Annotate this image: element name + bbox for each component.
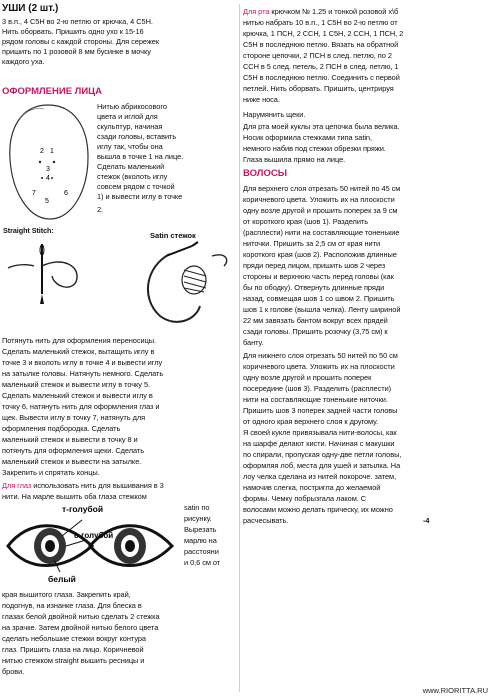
satin-stitch-label: Satin стежок [150, 231, 196, 240]
mouth-3: С5Н в последнюю петлю. Вязать на обратной [243, 40, 399, 49]
column-divider [239, 4, 240, 692]
instr-5: маленький стежок и вывести иглу в точку 5. [2, 380, 151, 389]
eyes-side-4: марлю на [184, 536, 217, 545]
face-point-4: 4 [46, 175, 50, 182]
hair-3: одну возле другой и прошить поперек за 9 см [243, 206, 398, 215]
satin-stitch-illustration [126, 236, 238, 332]
instr-7: точку 6, натянуть нить для оформления глаз и [2, 402, 160, 411]
mouth-5: ССН в 5 след. петель, 2 ПСН в след. петлю, 1 [243, 62, 399, 71]
mouth-1: нитью набрать 10 в.п., 1 С5Н во 2-ю петлю от [243, 18, 398, 27]
mouth-6: С5Н в последнюю петлю. Соединить с первой [243, 73, 400, 82]
hair-22: от одного края верхнего слоя к другому. [243, 417, 379, 426]
hair-9: стороны и верхнюю часть перед головы (как [243, 272, 394, 281]
ears-line-5: каждого уха. [2, 57, 45, 66]
instr-9: оформления подбородка. Сделать [2, 424, 121, 433]
eyes-side-5: расстояни [184, 547, 219, 556]
eyes-cont-5: сделать небольшие стежки вокруг контура [2, 634, 146, 643]
ears-line-3: рядом головы с каждой стороны. Для сережек [2, 37, 160, 46]
hair-13: 22 мм завязать бантом вокруг всех прядей [243, 316, 388, 325]
instr-1: Потянуть нить для оформления переносицы. [2, 336, 157, 345]
face-point-7: 7 [32, 190, 36, 197]
eye-label-mid: с-голубой [74, 531, 114, 540]
eyes-intro-1: нити. На марле вышить оба глаза стежком [2, 492, 147, 501]
instr-13: Закрепить и спрятать концы. [2, 468, 100, 477]
instr-2: Сделать маленький стежок, вытащить иглу в [2, 347, 155, 356]
eyes-first-rest: использовать нить для вышивания в 3 [31, 481, 164, 490]
hair-11: назад, совмещая шов 1 со швом 2. Пришить [243, 294, 395, 303]
hair-8: пряди перед лицом, пришить шов 2 через [243, 261, 386, 270]
instr-12: маленький стежок и вывести на затылке. [2, 457, 142, 466]
eyes-cont-2: подогнув, на изнанке глаза. Для блеска в [2, 601, 142, 610]
mouth-9: Нарумянить щеки. [243, 110, 306, 119]
hair-31: расчесывать. [243, 516, 289, 525]
hair-26: оформляя лоб, места для ушей и затылка. На [243, 461, 401, 470]
face-heading: ОФОРМЛЕНИЕ ЛИЦА [2, 86, 102, 97]
hair-16: Для нижнего слоя отрезать 50 нитей по 50 см [243, 351, 398, 360]
instr-8: щек. Вывести иглу в точку 7, натянуть для [2, 413, 146, 422]
hair-25: по спирали, пропуская одну-две петли головы, [243, 450, 402, 459]
face-text-7: Сделать маленький [97, 162, 165, 171]
mouth-first-rest: крючком № 1.25 и тонкой розовой х\б [269, 7, 399, 16]
eyes-side-2: рисунку. [184, 514, 212, 523]
face-text-3: скульптур, начиная [97, 122, 163, 131]
hair-2: коричневого цвета. Уложить их на плоскости [243, 195, 395, 204]
site-footer: www.RIORITTA.RU [422, 686, 488, 695]
hair-24: на шарфе делают кисти. Начиная с макушки [243, 439, 395, 448]
face-text-2: цвета и иглой для [97, 112, 158, 121]
instr-6: Сделать маленький стежок и вывести иглу в [2, 391, 153, 400]
instr-11: потянуть для оформления щеки. Сделать [2, 446, 144, 455]
straight-stitch-label: Straight Stitch: [3, 226, 54, 235]
mouth-8: ниже носа. [243, 95, 280, 104]
hair-4: от короткого края (шов 1). Разделить [243, 217, 369, 226]
mouth-first-line [243, 7, 398, 17]
hair-6: ниточки. Пришить за 2,5 см от края нити [243, 239, 381, 248]
hair-18: одну возле другой и прошить поперек [243, 373, 372, 382]
hair-7: короткого края (шов 2). Расположив длинные [243, 250, 397, 259]
hair-20: нити на составляющие тоненькие ниточки. [243, 395, 388, 404]
mouth-13: Глаза вышила прямо на лице. [243, 155, 346, 164]
hair-heading: ВОЛОСЫ [243, 168, 287, 179]
hair-14: сзади головы. Пришить розочку (3,75 см) к [243, 327, 388, 336]
hair-1: Для верхнего слоя отрезать 50 нитей по 45 см [243, 184, 401, 193]
mouth-7: петлей. Нить оборвать. Пришить, центрируя [243, 84, 394, 93]
eyes-cont-7: нитью стежком straight вышить ресницы и [2, 656, 145, 665]
ears-line-1: 3 в.п., 4 С5Н во 2-ю петлю от крючка, 4 С5Н. [2, 17, 153, 26]
eye-label-bottom: белый [48, 574, 76, 584]
face-point-1: 1 [50, 148, 54, 155]
face-text-10: 1) и вывести иглу в точке [97, 192, 183, 201]
hair-19: посередине (шов 3). Разделить (расплести) [243, 384, 392, 393]
mouth-4: стороне цепочки, 2 ПСН в след. петлю, по 2 [243, 51, 392, 60]
face-text-1: Нитью абрикосового [97, 102, 167, 111]
hair-30: волосами можно делать прическу, их можно [243, 505, 393, 514]
hair-5: (расплести) нити на составляющие тоненькие [243, 228, 400, 237]
hair-12: шов 1 к голове (вышла челка). Ленту шириной [243, 305, 401, 314]
hair-29: формы. Чемку побрызгала лаком. С [243, 494, 367, 503]
hair-23: Я своей кукле привязывала нити-волосы, как [243, 428, 397, 437]
eyes-cont-6: глаз. Пришить глаза на лицо. Коричневой [2, 645, 144, 654]
instr-4: на затылке головы. Натянуть немного. Сделать [2, 369, 164, 378]
instr-10: маленький стежок и вывести в точку 8 и [2, 435, 138, 444]
face-point-5: 5 [45, 198, 49, 205]
eyes-first-line [2, 481, 164, 491]
mouth-2: крючка, 1 ПСН, 2 ССН, 1 С5Н, 2 ССН, 1 ПСН, 2 [243, 29, 404, 38]
mouth-10: Для рта моей куклы эта цепочка была велика. [243, 122, 400, 131]
face-text-4: сзади головы, вставить [97, 132, 177, 141]
eyes-cont-1: края вышитого глаза. Закрепить край, [2, 590, 131, 599]
hair-27: лоу челка сделана из нитей покороче. затем, [243, 472, 397, 481]
mouth-11: Носик оформила стежками типа satin, [243, 133, 372, 142]
ears-heading: УШИ (2 шт.) [2, 3, 59, 14]
eyes-lead: Для глаз [2, 481, 32, 490]
instr-3: точке 3 и вколоть иглу в точке 4 и вывести иглу [2, 358, 163, 367]
hair-10: бы по ободку). Отвернуть длинные пряди [243, 283, 385, 292]
face-point-2: 2 [40, 148, 44, 155]
eyes-cont-3: глазах белой двойной нитью сделать 2 стежка [2, 612, 160, 621]
eyes-cont-8: брови. [2, 667, 25, 676]
eyes-side-6: и 0,6 см от [184, 558, 221, 567]
face-text-5: иглу так, чтобы она [97, 142, 163, 151]
face-text-9: совсем рядом с точкой [97, 182, 175, 191]
mouth-lead: Для рта [243, 7, 270, 16]
straight-stitch-illustration [2, 236, 102, 308]
face-point-3: 3 [46, 166, 50, 173]
hair-15: банту. [243, 338, 264, 347]
eyes-side-3: Вырезать [184, 525, 217, 534]
eye-label-top: т-голубой [62, 504, 104, 514]
face-text-8: стежок (вколоть иглу [97, 172, 168, 181]
ears-line-2: Нить оборвать. Пришить одно ухо к 15-16 [2, 27, 144, 36]
face-diagram [2, 99, 94, 227]
eyes-cont-4: на зрачке. Затем двойной нитью белого цвета [2, 623, 159, 632]
ears-line-4: пришить по 1 розовой 8 мм бусинке в мочку [2, 47, 151, 56]
eye-diagram [2, 502, 182, 588]
face-text-11: 2. [97, 205, 104, 214]
hair-21: Пришить шов 3 поперек задней части головы [243, 406, 398, 415]
mouth-12: немного набив под стежки обрезки пряжи. [243, 144, 386, 153]
face-point-6: 6 [64, 190, 68, 197]
hair-28: намочив слегка, постригла до желаемой [243, 483, 381, 492]
eyes-side-1: satin по [184, 503, 210, 512]
page-mark: -4 [423, 516, 430, 525]
face-text-6: вышла в точке 1 на лице. [97, 152, 184, 161]
hair-17: коричневого цвета. Уложить их на плоскости [243, 362, 395, 371]
